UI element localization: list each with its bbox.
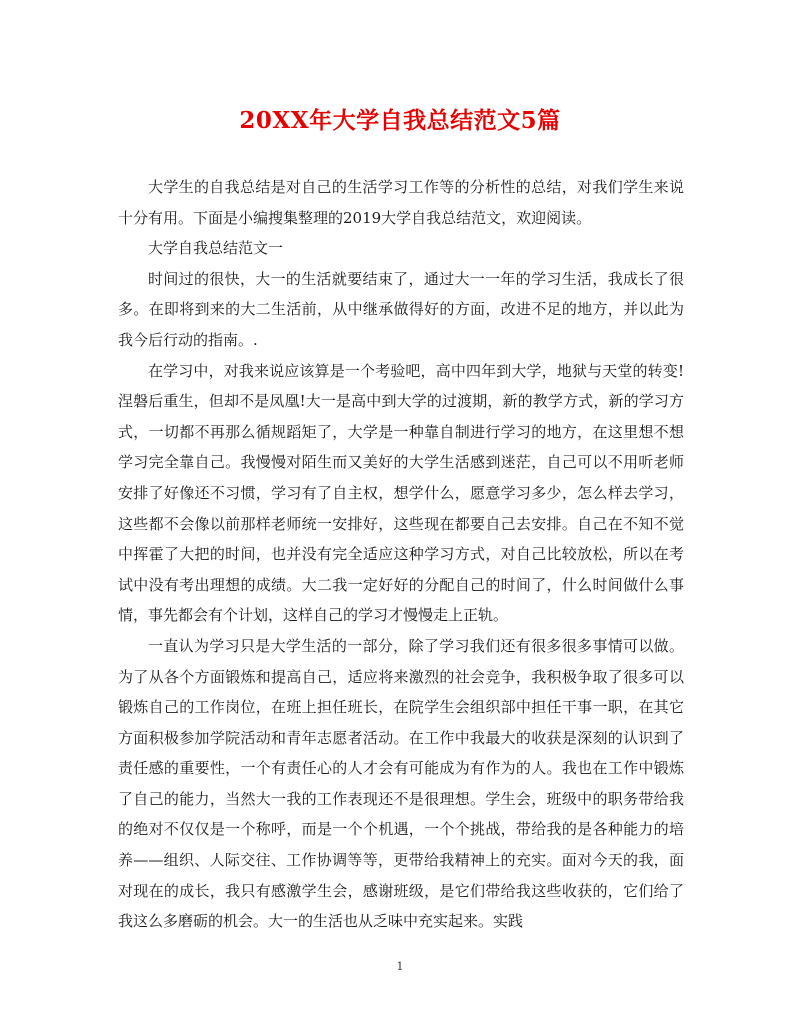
body-paragraph: 在学习中，对我来说应该算是一个考验吧，高中四年到大学，地狱与天堂的转变!涅磐后重生，但却不是凤凰!大一是高中到大学的过渡期，新的教学方式，新的学习方式，一切都不再那么循规蹈矩了，大学是一种靠自制进行学习的地方，在这里想不想学习完全靠自己。我慢慢对陌生而又美好的大学生活感到迷茫，自己可以不用听老师安排了好像还不习惯，学习有了自主权，想学什么，愿意学习多少，怎么样去学习，这些都不会像以前那样老师统一安排好，这些现在都要自己去安排。自己在不知不觉中挥霍了大把的时间，也并没有完全适应这种学习方式，对自己比较放松，所以在考试中没有考出理想的成绩。大二我一定好好的分配自己的时间了，什么时间做什么事情，事先都会有个计划，这样自己的学习才慢慢走上正轨。 [118, 361, 684, 625]
body-paragraph: 一直认为学习只是大学生活的一部分，除了学习我们还有很多很多事情可以做。为了从各个方面锻炼和提高自己，适应将来激烈的社会竞争，我积极争取了很多可以锻炼自己的工作岗位，在班上担任班长，在院学生会组织部中担任干事一职，在其它方面积极参加学院活动和青年志愿者活动。在工作中我最大的收获是深刻的认识到了责任感的重要性，一个有责任心的人才会有可能成为有作为的人。我也在工作中锻炼了自己的能力，当然大一我的工作表现还不是很理想。学生会，班级中的职务带给我的绝对不仅仅是一个称呼，而是一个个机遇，一个个挑战，带给我的是各种能力的培养——组织、人际交往、工作协调等等，更带给我精神上的充实。面对今天的我，面对现在的成长，我只有感激学生会，感谢班级，是它们带给我这些收获的，它们给了我这么多磨砺的机会。大一的生活也从乏味中充实起来。实践 [118, 636, 684, 931]
document-title: 20XX年大学自我总结范文5篇 [239, 107, 561, 134]
page-number: 1 [396, 960, 404, 973]
body-paragraph: 时间过的很快，大一的生活就要结束了，通过大一一年的学习生活，我成长了很多。在即将到来的大二生活前，从中继承做得好的方面，改进不足的地方，并以此为我今后行动的指南。. [118, 269, 684, 349]
document-body [118, 172, 684, 937]
intro-paragraph: 大学生的自我总结是对自己的生活学习工作等的分析性的总结，对我们学生来说十分有用。下面是小编搜集整理的2019大学自我总结范文，欢迎阅读。 [118, 178, 684, 227]
section-heading: 大学自我总结范文一 [148, 239, 284, 258]
